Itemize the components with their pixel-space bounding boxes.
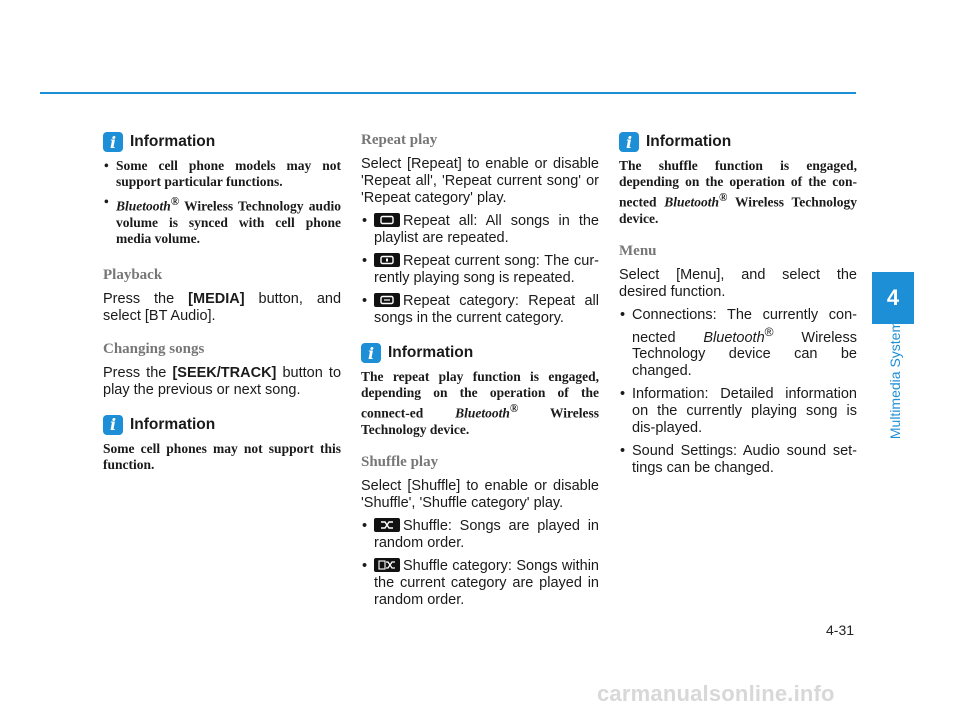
list-item (619, 307, 857, 381)
text: Connections: The currently con-nected (632, 306, 857, 346)
registered-mark: ® (764, 324, 774, 339)
info-box-header (103, 132, 341, 152)
text: Wireless Technology device. (619, 194, 857, 226)
info-text (361, 369, 599, 438)
section-heading-playback: Playback (103, 266, 163, 283)
registered-mark: ® (509, 403, 519, 415)
list-item-text: Shuffle: Songs are played in random order. (374, 517, 599, 551)
info-title: Information (130, 415, 216, 433)
section-heading-menu: Menu (619, 242, 657, 259)
column-1 (103, 132, 341, 473)
column-3 (619, 132, 857, 477)
text: Wireless Technology device. (361, 405, 599, 437)
footer-watermark: carmanualsonline.info (597, 681, 835, 706)
info-text: Some cell phones may not support this function. (103, 440, 341, 472)
bluetooth-text: Bluetooth (455, 405, 510, 421)
header-rule (40, 92, 856, 94)
list-item (361, 253, 599, 287)
info-title: Information (130, 133, 216, 150)
list-item: • Sound Settings: Audio sound set-tings can be changed. (619, 443, 857, 477)
info-bullet (103, 194, 341, 247)
repeat-intro: Select [Repeat] to enable or disable 'Repeat all', 'Repeat current song' or 'Repeat category' play. (361, 156, 599, 206)
media-button-label: [MEDIA] (188, 290, 245, 307)
repeat-category-icon (374, 293, 400, 307)
section-heading-repeat-play: Repeat play (361, 132, 438, 148)
text: The shuffle function is engaged, depending on the operation of the con-nected (619, 158, 857, 210)
list-item (361, 558, 599, 609)
menu-intro: Select [Menu], and select the desired function. (619, 266, 857, 300)
shuffle-icon (374, 518, 400, 532)
info-bullet: • Some cell phone models may not support particular functions. (103, 158, 341, 190)
list-item (361, 518, 599, 552)
info-text (619, 158, 857, 227)
list-item-text: Repeat all: All songs in the playlist are repeated. (374, 213, 599, 246)
shuffle-category-icon (374, 558, 400, 572)
info-box-header (619, 132, 857, 152)
list-item (361, 213, 599, 247)
bluetooth-text: Bluetooth (703, 329, 765, 346)
changing-songs-text (103, 365, 341, 399)
list-item-text: Shuffle category: Songs within the current category are played in random order. (374, 557, 599, 608)
playback-text (103, 291, 341, 325)
list-item-text: Repeat current song: The cur-rently playing song is repeated. (374, 253, 599, 286)
info-icon: i (103, 415, 123, 435)
text: The repeat play function is engaged, depending on the operation of the connect-ed (361, 369, 599, 421)
info-title: Information (388, 344, 474, 361)
info-icon: i (619, 132, 639, 152)
info-icon: i (361, 343, 381, 363)
info-box-header (103, 415, 341, 435)
repeat-all-icon (374, 213, 400, 227)
column-2 (361, 132, 599, 609)
chapter-tab: 4 (872, 272, 914, 324)
bluetooth-text: Bluetooth (116, 198, 171, 214)
info-bullet-text: Wireless Technology audio volume is synced with cell phone media volume. (116, 198, 341, 246)
repeat-one-icon (374, 253, 400, 267)
list-item-text: Repeat category: Repeat all songs in the current category. (374, 293, 599, 326)
shuffle-intro: Select [Shuffle] to enable or disable 'Shuffle', 'Shuffle category' play. (361, 477, 599, 511)
list-item: • Information: Detailed information on the currently playing song is dis-played. (619, 386, 857, 437)
text: Wireless Technology device can be changed. (632, 329, 857, 380)
bluetooth-text: Bluetooth (664, 194, 720, 210)
text: Press the (103, 290, 189, 307)
section-heading-changing-songs: Changing songs (103, 340, 205, 357)
info-icon: i (103, 132, 123, 152)
list-item (361, 293, 599, 327)
text: Press the (103, 364, 173, 381)
registered-mark: ® (719, 192, 728, 204)
info-box-header (361, 343, 599, 363)
info-title: Information (646, 133, 732, 150)
section-heading-shuffle-play: Shuffle play (361, 453, 439, 470)
registered-mark: ® (170, 196, 180, 208)
seek-track-button-label: [SEEK/TRACK] (172, 364, 277, 381)
page-number: 4-31 (826, 622, 855, 638)
text: button, and select [BT Audio]. (103, 290, 342, 324)
chapter-label: Multimedia System (887, 320, 903, 440)
text: button to play the previous or next song. (103, 364, 342, 398)
